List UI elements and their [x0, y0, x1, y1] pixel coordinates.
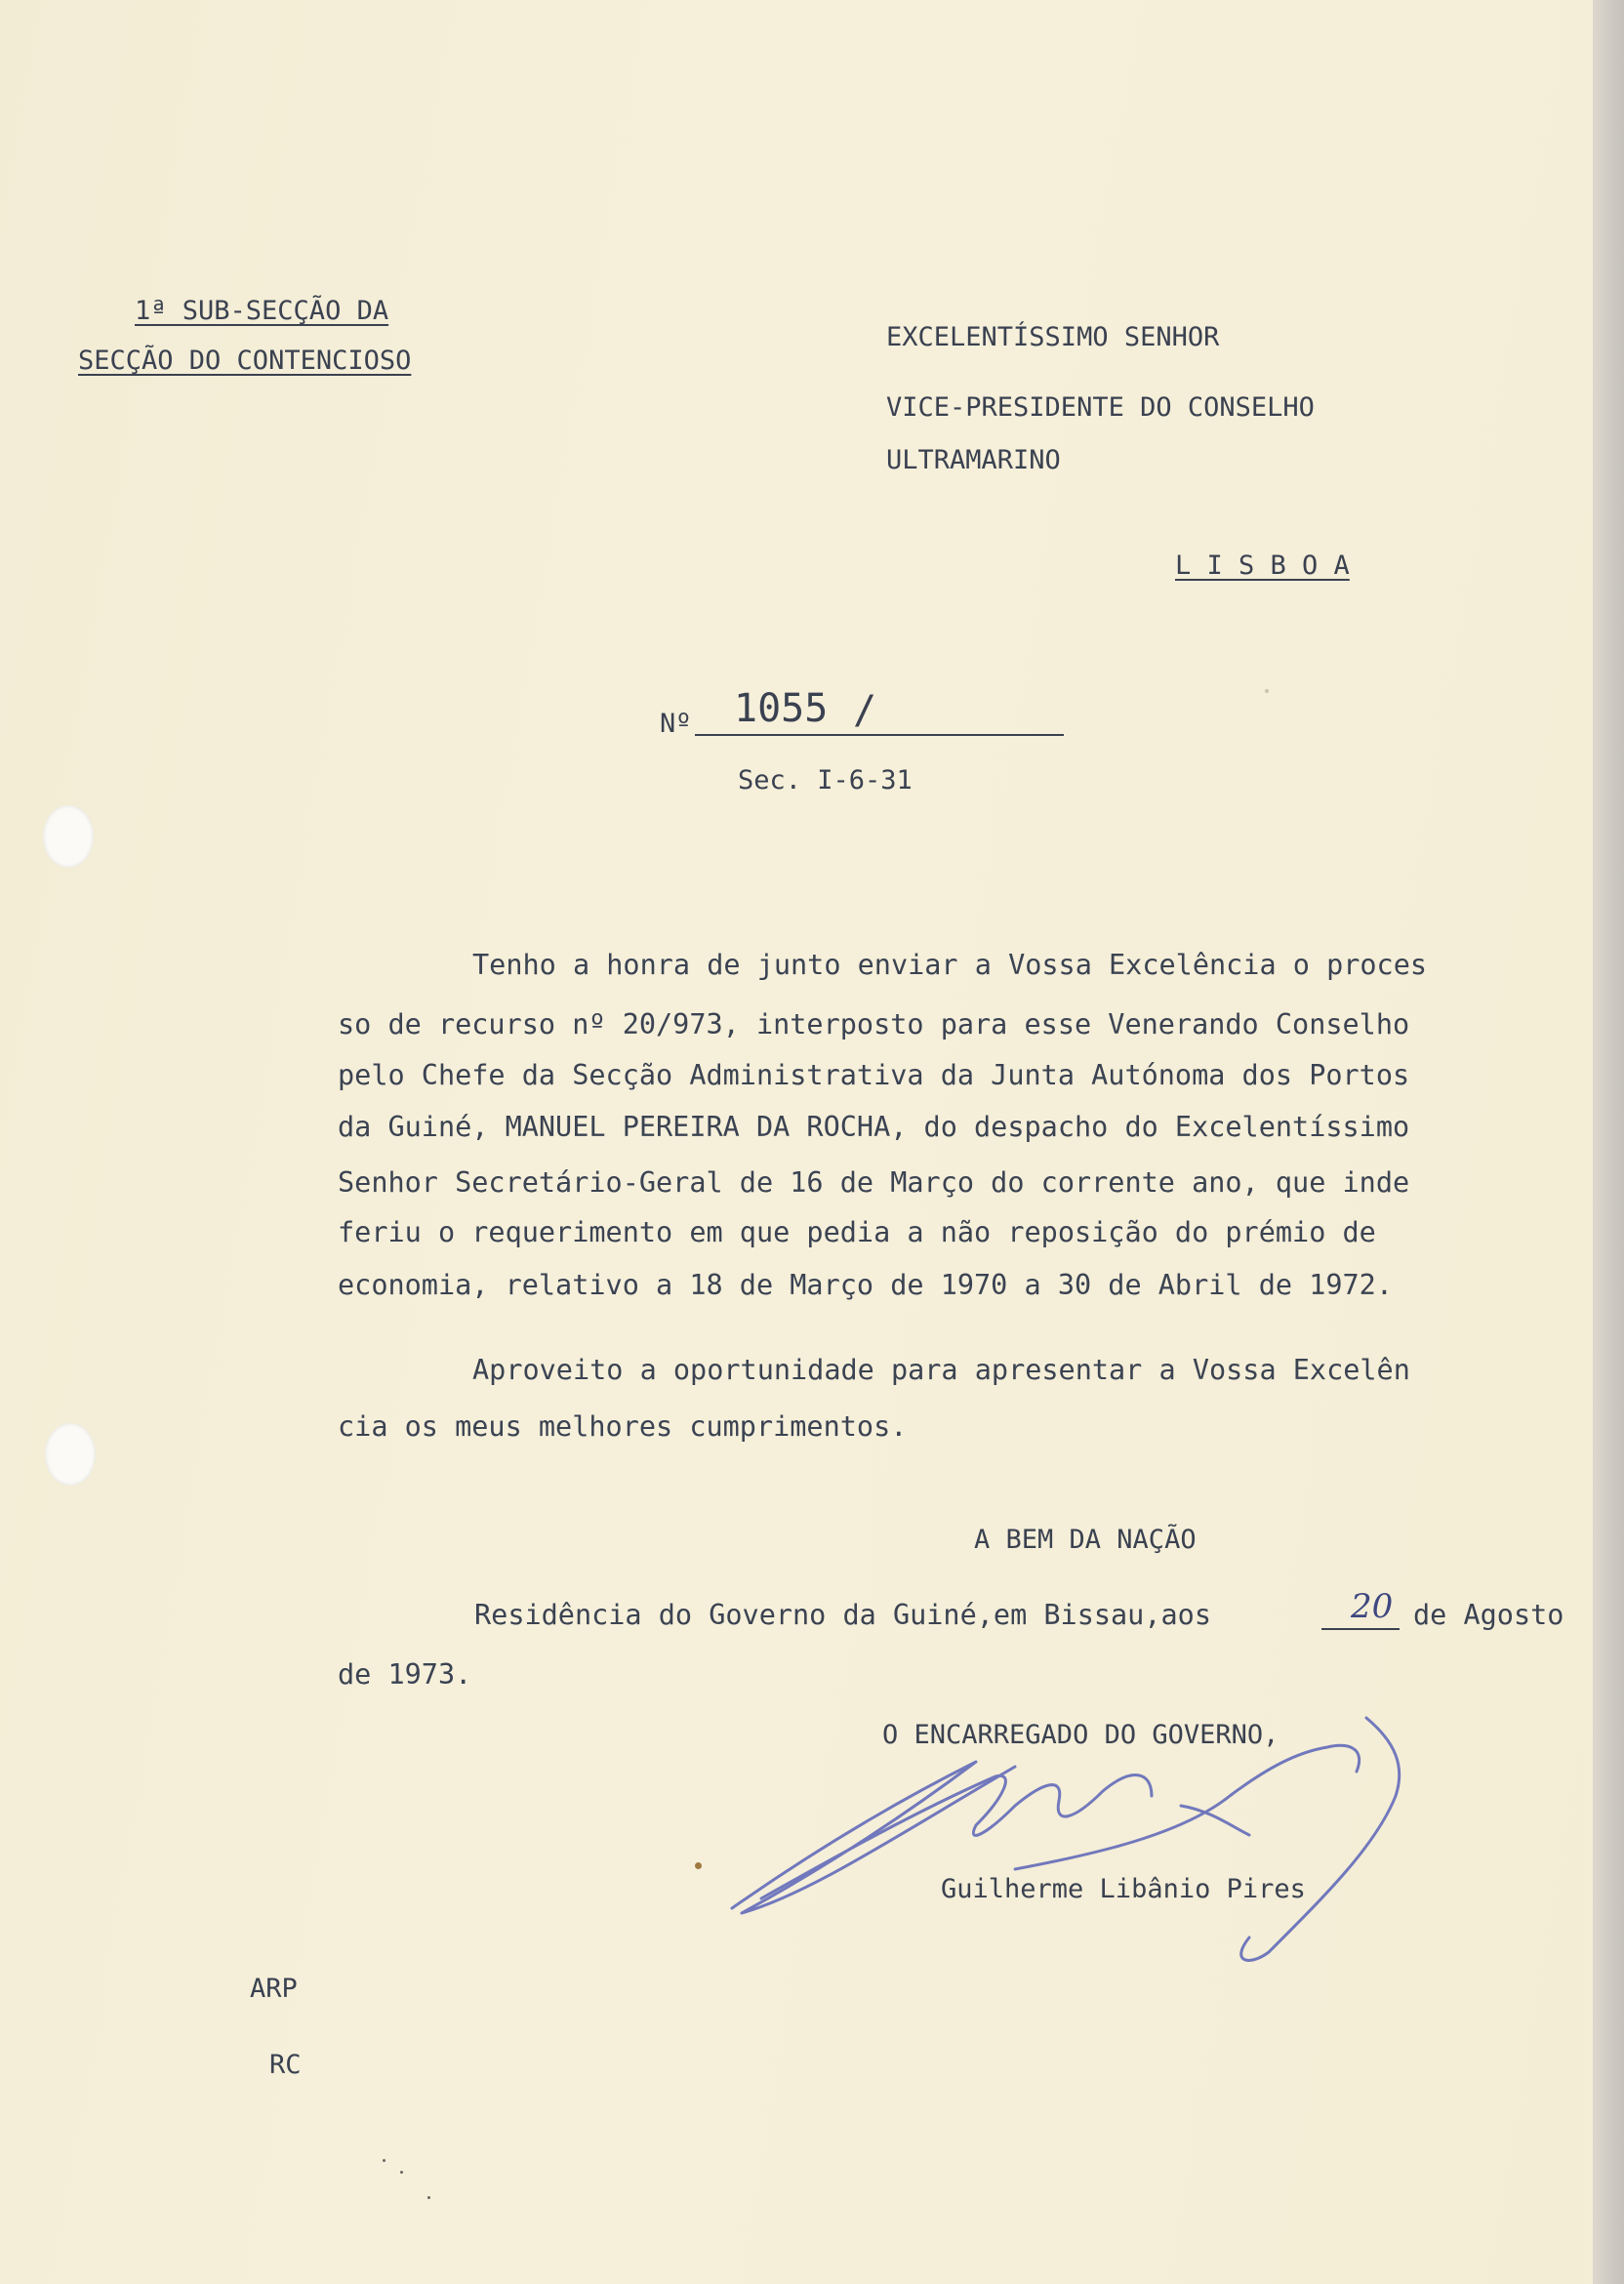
punch-hole-top — [43, 805, 94, 868]
body-line: Senhor Secretário-Geral de 16 de Março do corrente ano, que inde — [338, 1166, 1410, 1199]
paper-speck — [1265, 689, 1269, 693]
paper-speck — [383, 2159, 386, 2162]
addressee-city: L I S B O A — [1175, 551, 1350, 581]
initials-second: RC — [269, 2050, 302, 2080]
addressee-line-1: EXCELENTÍSSIMO SENHOR — [886, 322, 1220, 352]
body-line: pelo Chefe da Secção Administrativa da Junta Autónoma dos Portos — [338, 1059, 1410, 1091]
addressee-line-3: ULTRAMARINO — [886, 445, 1061, 475]
closing-motto: A BEM DA NAÇÃO — [974, 1525, 1197, 1555]
reference-section: Sec. I-6-31 — [738, 765, 913, 795]
signatory-title: O ENCARREGADO DO GOVERNO, — [882, 1720, 1279, 1750]
reference-slash: / — [853, 688, 877, 733]
body-line: cia os meus melhores cumprimentos. — [338, 1410, 908, 1443]
reference-rule — [695, 734, 1064, 736]
reference-number: 1055 — [734, 686, 829, 731]
closing-place-prefix: Residência do Governo da Guiné,em Bissau,aos — [474, 1599, 1211, 1631]
department-line-2: SECÇÃO DO CONTENCIOSO — [78, 346, 412, 376]
initials-first: ARP — [250, 1974, 298, 2004]
closing-day-rule — [1321, 1628, 1400, 1630]
closing-year-line: de 1973. — [338, 1658, 472, 1691]
addressee-line-2: VICE-PRESIDENTE DO CONSELHO — [886, 392, 1315, 423]
paper-speck — [427, 2196, 430, 2199]
page-edge — [1593, 0, 1624, 2284]
handwritten-signature — [722, 1689, 1425, 1972]
body-line: so de recurso nº 20/973, interposto para esse Venerando Conselho — [338, 1008, 1410, 1040]
closing-day-handwritten: 20 — [1351, 1587, 1394, 1626]
body-line: feriu o requerimento em que pedia a não reposição do prémio de — [338, 1216, 1376, 1248]
reference-label: Nº — [660, 709, 692, 739]
department-line-1: 1ª SUB-SECÇÃO DA — [135, 296, 389, 326]
signatory-name: Guilherme Libânio Pires — [941, 1874, 1306, 1904]
punch-hole-bottom — [45, 1423, 96, 1486]
body-line: da Guiné, MANUEL PEREIRA DA ROCHA, do despacho do Excelentíssimo — [338, 1111, 1410, 1143]
paper-speck — [400, 2171, 403, 2174]
paper-speck — [695, 1862, 702, 1869]
closing-place-suffix: de Agosto — [1413, 1599, 1564, 1631]
body-line: Aproveito a oportunidade para apresentar a Vossa Excelên — [472, 1354, 1410, 1386]
body-line: economia, relativo a 18 de Março de 1970 a 30 de Abril de 1972. — [338, 1269, 1393, 1301]
body-line: Tenho a honra de junto enviar a Vossa Excelência o proces — [472, 949, 1428, 981]
